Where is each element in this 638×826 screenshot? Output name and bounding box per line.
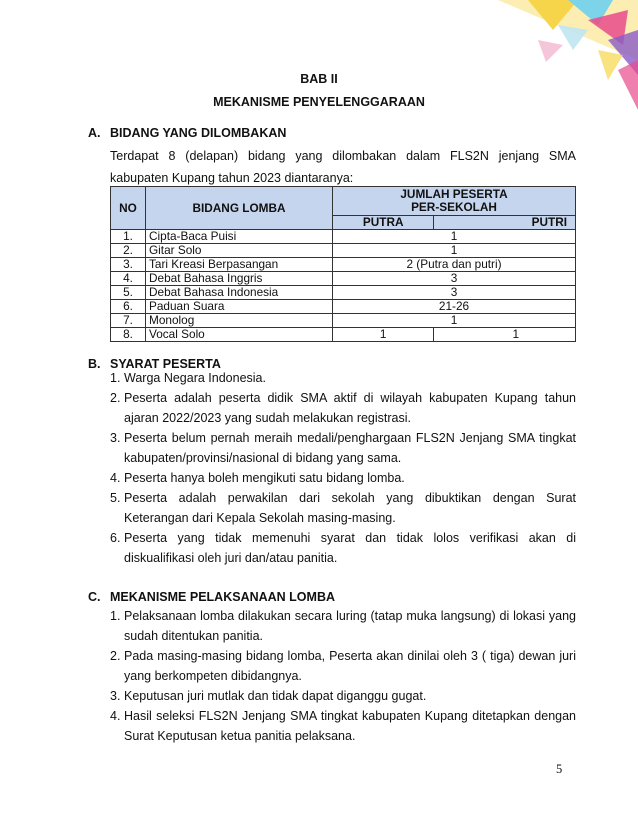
- section-c-heading: [88, 590, 335, 604]
- row-no: 5.: [111, 286, 146, 300]
- list-num: 5.: [110, 491, 121, 505]
- list-item: [110, 468, 576, 488]
- list-item: [110, 428, 576, 468]
- section-b-title: SYARAT PESERTA: [110, 357, 221, 371]
- list-num: 3.: [110, 689, 121, 703]
- section-a-letter: A.: [88, 126, 101, 140]
- section-a-title: BIDANG YANG DILOMBAKAN: [110, 126, 287, 140]
- section-a-intro: Terdapat 8 (delapan) bidang yang dilombakan dalam FLS2N jenjang SMA kabupaten Kupang tahun 2023 diantaranya:: [110, 149, 576, 185]
- row-bidang: Debat Bahasa Indonesia: [146, 286, 333, 300]
- list-num: 1.: [110, 609, 121, 623]
- row-no: 3.: [111, 258, 146, 272]
- list-num: 2.: [110, 391, 121, 405]
- row-jumlah: 1: [333, 314, 576, 328]
- list-text: Warga Negara Indonesia.: [124, 371, 266, 385]
- list-item: [110, 646, 576, 686]
- section-b-letter: B.: [88, 357, 101, 371]
- row-putra: 1: [333, 328, 434, 342]
- row-jumlah: 21-26: [333, 300, 576, 314]
- row-putri: 1: [434, 328, 576, 342]
- section-c-title: MEKANISME PELAKSANAAN LOMBA: [110, 590, 335, 604]
- table-row: [111, 258, 576, 272]
- row-bidang: Tari Kreasi Berpasangan: [146, 258, 333, 272]
- row-bidang: Monolog: [146, 314, 333, 328]
- section-a-heading: [88, 126, 286, 140]
- table-row: [111, 328, 576, 342]
- row-bidang: Paduan Suara: [146, 300, 333, 314]
- list-item: [110, 528, 576, 568]
- table-row: [111, 314, 576, 328]
- list-text: Keputusan juri mutlak dan tidak dapat diganggu gugat.: [124, 689, 427, 703]
- table-row: [111, 230, 576, 244]
- list-text: Pelaksanaan lomba dilakukan secara luring (tatap muka langsung) di lokasi yang sudah ditentukan panitia.: [124, 609, 576, 643]
- list-num: 4.: [110, 471, 121, 485]
- list-text: Peserta hanya boleh mengikuti satu bidang lomba.: [124, 471, 405, 485]
- list-num: 3.: [110, 431, 121, 445]
- chapter-title: MEKANISME PENYELENGGARAAN: [213, 95, 425, 109]
- mekanisme-list: [110, 606, 576, 746]
- table-row: [111, 286, 576, 300]
- bidang-lomba-table: [110, 186, 576, 342]
- col-jumlah-line2: PER-SEKOLAH: [411, 200, 497, 214]
- list-text: Peserta adalah peserta didik SMA aktif di wilayah kabupaten Kupang tahun ajaran 2022/2023 yang sudah melakukan registrasi.: [124, 391, 576, 425]
- row-bidang: Cipta-Baca Puisi: [146, 230, 333, 244]
- list-text: Hasil seleksi FLS2N Jenjang SMA tingkat kabupaten Kupang ditetapkan dengan Surat Keputusan ketua panitia pelaksana.: [124, 709, 576, 743]
- row-no: 7.: [111, 314, 146, 328]
- row-bidang: Gitar Solo: [146, 244, 333, 258]
- col-jumlah-line1: JUMLAH PESERTA: [400, 187, 508, 201]
- col-no: NO: [111, 187, 146, 230]
- row-jumlah: 1: [333, 230, 576, 244]
- list-num: 6.: [110, 531, 121, 545]
- list-num: 1.: [110, 371, 121, 385]
- table-row: [111, 272, 576, 286]
- list-num: 4.: [110, 709, 121, 723]
- table-row: [111, 244, 576, 258]
- list-text: Pada masing-masing bidang lomba, Peserta akan dinilai oleh 3 ( tiga) dewan juri yang berkompeten dibidangnya.: [124, 649, 576, 683]
- list-item: [110, 488, 576, 528]
- row-jumlah: 2 (Putra dan putri): [333, 258, 576, 272]
- list-item: [110, 606, 576, 646]
- list-text: Peserta adalah perwakilan dari sekolah yang dibuktikan dengan Surat Keterangan dari Kepala Sekolah masing-masing.: [124, 491, 576, 525]
- list-item: [110, 388, 576, 428]
- syarat-list: [110, 368, 576, 568]
- list-text: Peserta belum pernah meraih medali/penghargaan FLS2N Jenjang SMA tingkat kabupaten/provinsi/nasional di bidang yang sama.: [124, 431, 576, 465]
- row-jumlah: 3: [333, 286, 576, 300]
- row-jumlah: 3: [333, 272, 576, 286]
- list-num: 2.: [110, 649, 121, 663]
- row-bidang: Debat Bahasa Inggris: [146, 272, 333, 286]
- col-putri: PUTRI: [434, 216, 576, 230]
- table-row: [111, 300, 576, 314]
- chapter-label: BAB II: [300, 72, 338, 86]
- row-no: 4.: [111, 272, 146, 286]
- list-text: Peserta yang tidak memenuhi syarat dan tidak lolos verifikasi akan di diskualifikasi oleh juri dan/atau panitia.: [124, 531, 576, 565]
- row-no: 8.: [111, 328, 146, 342]
- col-bidang: BIDANG LOMBA: [146, 187, 333, 230]
- row-jumlah: 1: [333, 244, 576, 258]
- page-number: 5: [556, 762, 563, 776]
- section-c-letter: C.: [88, 590, 101, 604]
- row-no: 1.: [111, 230, 146, 244]
- row-no: 2.: [111, 244, 146, 258]
- row-no: 6.: [111, 300, 146, 314]
- col-putra: PUTRA: [333, 216, 434, 230]
- list-item: [110, 706, 576, 746]
- col-jumlah: [333, 187, 576, 216]
- list-item: [110, 686, 576, 706]
- row-bidang: Vocal Solo: [146, 328, 333, 342]
- list-item: [110, 368, 576, 388]
